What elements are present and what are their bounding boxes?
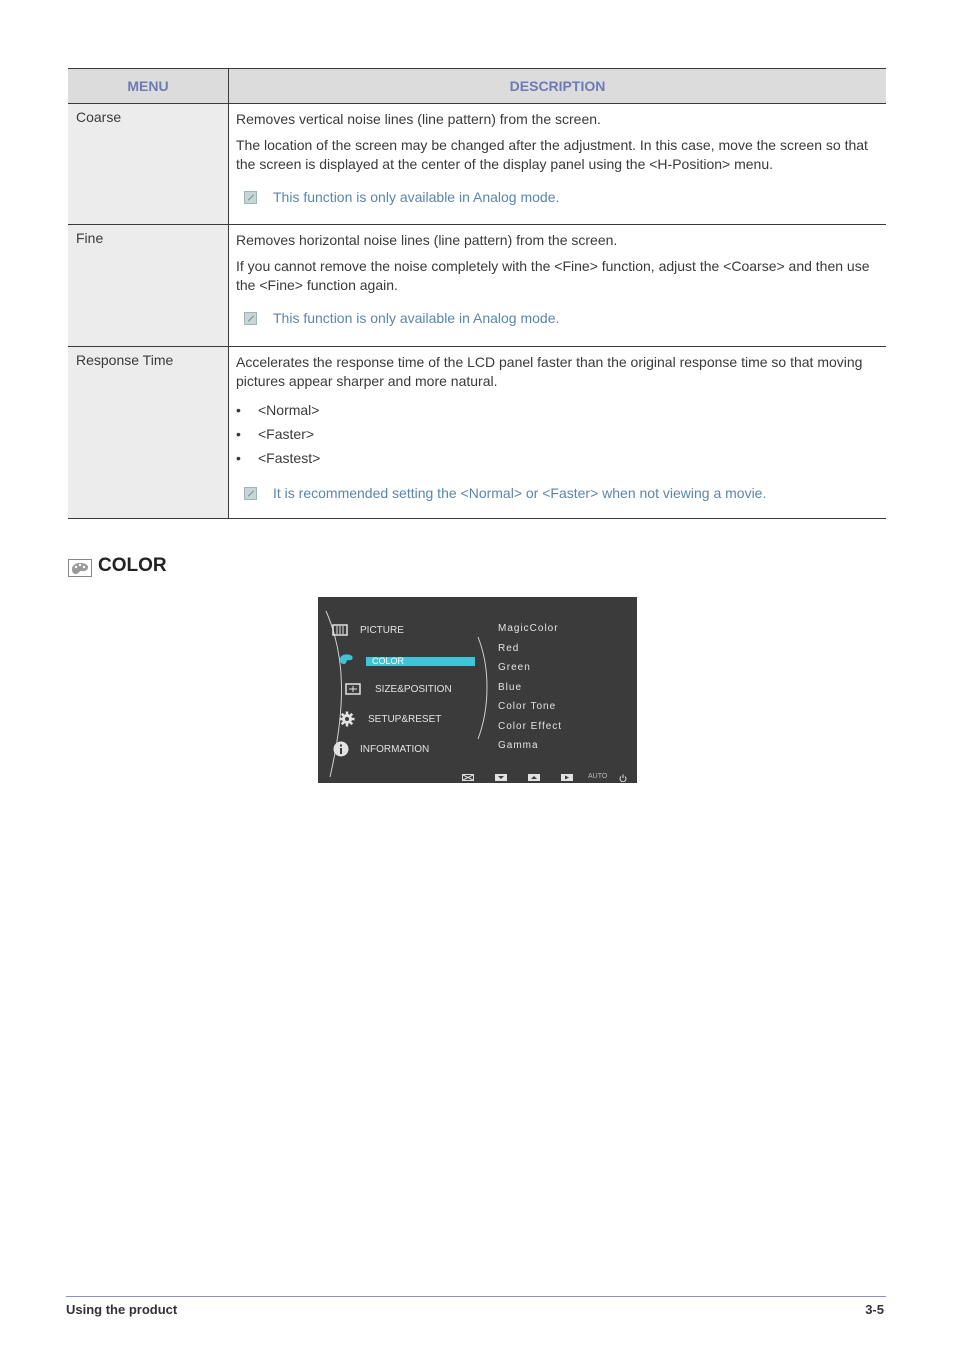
section-heading bbox=[68, 555, 167, 577]
osd-menu-information[interactable] bbox=[333, 741, 429, 757]
section-title: COLOR bbox=[98, 555, 167, 576]
list-item: • <Fastest> bbox=[236, 450, 321, 466]
table-row bbox=[68, 225, 886, 347]
note-text: It is recommended setting the <Normal> or <Faster> when not viewing a movie. bbox=[273, 485, 767, 501]
list-item: • <Faster> bbox=[236, 426, 315, 442]
auto-button[interactable]: AUTO bbox=[588, 773, 608, 780]
up-icon[interactable] bbox=[528, 774, 540, 781]
osd-menu-label: SIZE&POSITION bbox=[375, 683, 452, 695]
menu-icon[interactable] bbox=[462, 774, 474, 781]
gear-icon bbox=[339, 711, 355, 727]
list-item: • <Normal> bbox=[236, 402, 320, 418]
description-text: If you cannot remove the noise completely with the <Fine> function, adjust the <Coarse> and then use the <Fine> function again. bbox=[236, 258, 870, 293]
osd-submenu-item[interactable]: Green bbox=[498, 662, 531, 673]
osd-submenu-item[interactable]: Blue bbox=[498, 682, 523, 693]
menu-cell: Response Time bbox=[68, 347, 229, 519]
description-text: The location of the screen may be changed after the adjustment. In this case, move the screen so that the screen is displayed at the center of the display panel using the <H-Position> menu. bbox=[236, 137, 868, 172]
note bbox=[244, 484, 878, 503]
header-description: DESCRIPTION bbox=[229, 69, 887, 104]
power-icon[interactable] bbox=[619, 774, 627, 782]
description-cell bbox=[229, 104, 887, 225]
option-label: <Fastest> bbox=[258, 450, 321, 466]
description-cell bbox=[229, 347, 887, 519]
footer-divider bbox=[66, 1296, 886, 1297]
description-text: Removes horizontal noise lines (line pattern) from the screen. bbox=[236, 232, 618, 248]
osd-menu-size-position[interactable] bbox=[345, 681, 452, 697]
description-text: Accelerates the response time of the LCD panel faster than the original response time so that moving pictures appear sharper and more natural. bbox=[236, 354, 863, 389]
header-menu: MENU bbox=[68, 69, 229, 104]
palette-icon bbox=[338, 651, 354, 667]
note-text: This function is only available in Analog mode. bbox=[273, 310, 560, 326]
note-icon bbox=[244, 487, 257, 500]
description-cell bbox=[229, 225, 887, 347]
footer-section-name: Using the product bbox=[66, 1302, 178, 1317]
osd-submenu-item[interactable]: Color Effect bbox=[498, 721, 563, 732]
picture-icon bbox=[332, 622, 348, 638]
menu-cell: Fine bbox=[68, 225, 229, 347]
osd-menu-label: PICTURE bbox=[360, 624, 404, 636]
description-text: Removes vertical noise lines (line pattern) from the screen. bbox=[236, 111, 601, 127]
enter-icon[interactable] bbox=[561, 774, 573, 781]
menu-description-table bbox=[68, 68, 886, 519]
table-row bbox=[68, 104, 886, 225]
info-icon bbox=[333, 741, 349, 757]
option-label: <Normal> bbox=[258, 402, 320, 418]
note-icon bbox=[244, 312, 257, 325]
osd-menu-label: SETUP&RESET bbox=[368, 713, 442, 725]
page-number: 3-5 bbox=[865, 1302, 884, 1317]
down-icon[interactable] bbox=[495, 774, 507, 781]
table-row bbox=[68, 347, 886, 519]
size-position-icon bbox=[345, 681, 361, 697]
note bbox=[244, 309, 878, 328]
osd-menu-setup-reset[interactable] bbox=[339, 711, 441, 727]
osd-submenu-item[interactable]: Color Tone bbox=[498, 701, 557, 712]
osd-menu-color-icon bbox=[338, 651, 354, 667]
option-label: <Faster> bbox=[258, 426, 315, 442]
osd-menu-label: INFORMATION bbox=[360, 743, 430, 755]
osd-submenu-item[interactable]: Red bbox=[498, 643, 520, 654]
osd-menu-color[interactable]: COLOR bbox=[366, 657, 475, 666]
osd-submenu-item[interactable]: MagicColor bbox=[498, 623, 559, 634]
osd-menu-picture[interactable] bbox=[332, 622, 404, 638]
palette-icon bbox=[68, 559, 92, 577]
note-icon bbox=[244, 191, 257, 204]
option-list bbox=[236, 398, 878, 470]
osd-submenu-item[interactable]: Gamma bbox=[498, 740, 539, 751]
menu-cell: Coarse bbox=[68, 104, 229, 225]
note bbox=[244, 188, 878, 207]
note-text: This function is only available in Analog mode. bbox=[273, 189, 560, 205]
osd-screenshot bbox=[318, 597, 637, 783]
